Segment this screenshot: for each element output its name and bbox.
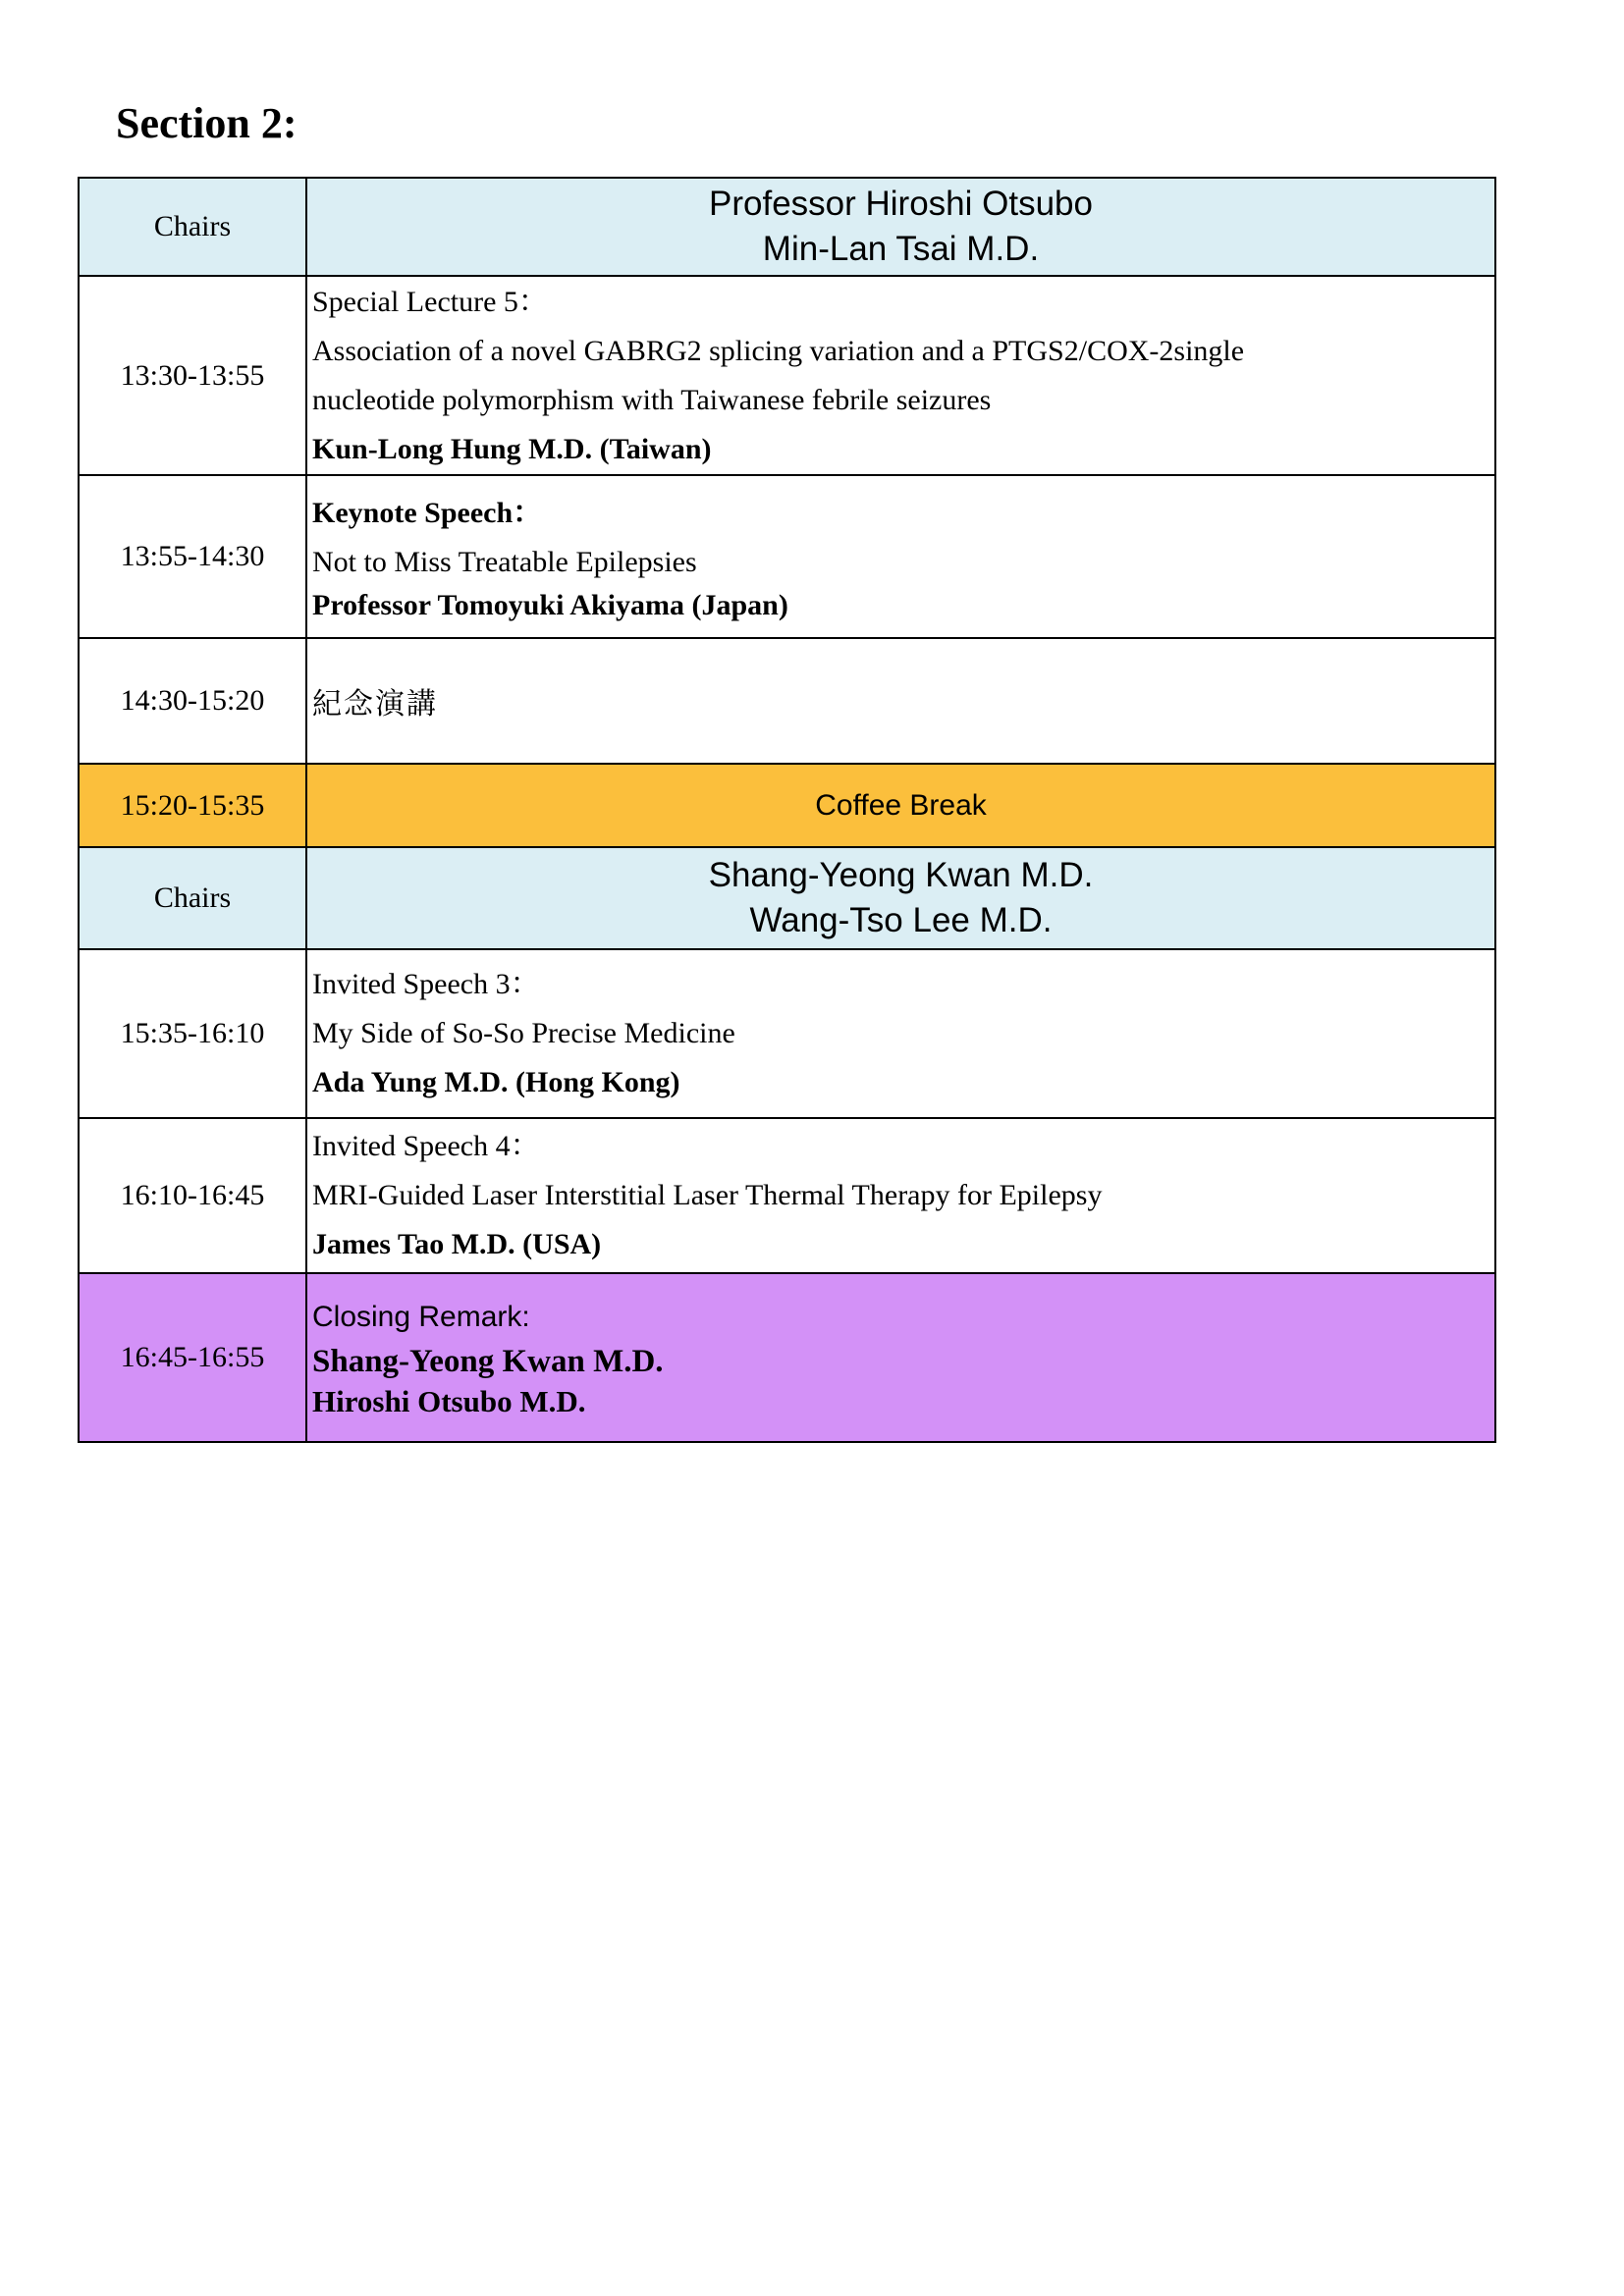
session-time: 16:45-16:55	[79, 1273, 306, 1442]
session-row-special-lecture-5	[79, 276, 1495, 475]
schedule-table	[78, 177, 1496, 1443]
session-heading: Invited Speech 3：	[312, 968, 540, 1000]
session-speaker: Shang-Yeong Kwan M.D.	[312, 1344, 664, 1379]
session-row-keynote	[79, 475, 1495, 638]
session-title: Association of a novel GABRG2 splicing variation and a PTGS2/COX-2single	[312, 334, 1245, 367]
session-time: 13:30-13:55	[79, 276, 306, 475]
session-speaker: Professor Tomoyuki Akiyama (Japan)	[312, 589, 788, 621]
closing-row	[79, 1273, 1495, 1442]
chairs-row	[79, 847, 1495, 949]
session-title: My Side of So-So Precise Medicine	[312, 1017, 735, 1049]
chairs-label: Chairs	[79, 847, 306, 949]
chair-name: Wang-Tso Lee M.D.	[749, 901, 1053, 939]
session-speaker: James Tao M.D. (USA)	[312, 1228, 602, 1260]
session-content	[306, 276, 1495, 475]
session-title: Not to Miss Treatable Epilepsies	[312, 546, 697, 578]
session-title: MRI-Guided Laser Interstitial Laser Thermal Therapy for Epilepsy	[312, 1179, 1103, 1211]
session-row-invited-4	[79, 1118, 1495, 1273]
session-heading: Closing Remark:	[312, 1301, 530, 1333]
chair-name: Min-Lan Tsai M.D.	[762, 230, 1040, 268]
section-title: Section 2:	[116, 99, 298, 147]
coffee-break-row	[79, 764, 1495, 847]
session-title-continued: nucleotide polymorphism with Taiwanese febrile seizures	[312, 383, 992, 416]
session-heading: Invited Speech 4：	[312, 1130, 540, 1162]
session-time: 16:10-16:45	[79, 1118, 306, 1273]
session-content	[306, 638, 1495, 764]
break-label: Coffee Break	[306, 764, 1495, 847]
chair-name: Professor Hiroshi Otsubo	[709, 185, 1093, 223]
chairs-names	[306, 178, 1495, 276]
chairs-row	[79, 178, 1495, 276]
session-row-memorial	[79, 638, 1495, 764]
session-time: 13:55-14:30	[79, 475, 306, 638]
session-content	[306, 1118, 1495, 1273]
session-speaker: Hiroshi Otsubo M.D.	[312, 1384, 586, 1418]
session-time: 14:30-15:20	[79, 638, 306, 764]
chairs-names	[306, 847, 1495, 949]
session-speaker: Ada Yung M.D. (Hong Kong)	[312, 1066, 680, 1098]
session-content	[306, 1273, 1495, 1442]
chairs-label: Chairs	[79, 178, 306, 276]
break-time: 15:20-15:35	[79, 764, 306, 847]
session-content	[306, 475, 1495, 638]
session-heading: Special Lecture 5：	[312, 285, 548, 318]
session-title: 紀念演講	[312, 687, 438, 721]
session-time: 15:35-16:10	[79, 949, 306, 1118]
session-heading: Keynote Speech：	[312, 497, 543, 529]
chair-name: Shang-Yeong Kwan M.D.	[708, 856, 1094, 894]
session-speaker: Kun-Long Hung M.D. (Taiwan)	[312, 432, 712, 465]
session-content	[306, 949, 1495, 1118]
session-row-invited-3	[79, 949, 1495, 1118]
